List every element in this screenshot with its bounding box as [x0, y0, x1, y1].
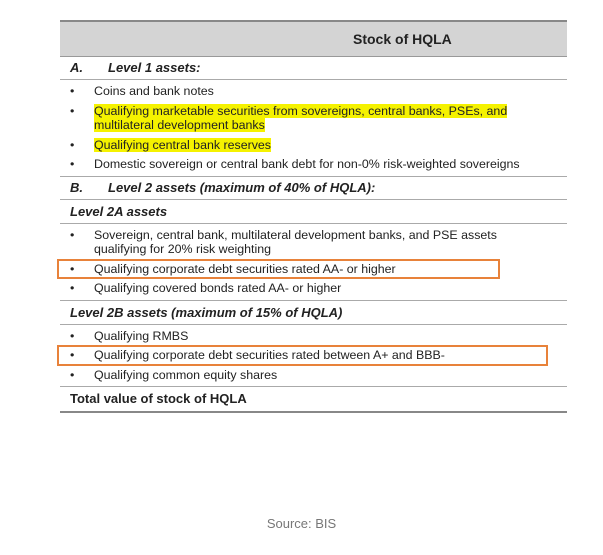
list-item	[60, 368, 567, 383]
highlighted-text: Qualifying marketable securities from sovereigns, central banks, PSEs, and multilateral development banks	[94, 103, 508, 132]
item-text: Coins and bank notes	[94, 84, 214, 98]
list-item	[60, 104, 567, 133]
list-item	[60, 329, 567, 344]
bullet-icon: •	[70, 103, 75, 118]
subsection-level-2b: Level 2B assets (maximum of 15% of HQLA)	[60, 301, 567, 325]
source-caption: Source: BIS	[266, 516, 337, 531]
item-text: Qualifying common equity shares	[94, 367, 278, 382]
section-level-1	[60, 57, 567, 80]
item-text: Domestic sovereign or central bank debt for non-0% risk-weighted sovereigns	[94, 157, 520, 171]
list-item	[60, 228, 567, 257]
list-item	[60, 157, 567, 172]
bullet-icon: •	[70, 328, 75, 343]
section-letter: A.	[70, 60, 83, 75]
bullet-icon: •	[70, 157, 75, 171]
level-2b-list	[60, 325, 567, 388]
item-text: Qualifying corporate debt securities rated between A+ and BBB-	[94, 348, 445, 362]
list-item	[60, 84, 567, 99]
bullet-icon: •	[70, 348, 75, 362]
bullet-icon: •	[70, 281, 75, 295]
level-1-list	[60, 80, 567, 177]
section-label: Level 2 assets (maximum of 40% of HQLA):	[108, 179, 376, 195]
section-level-2	[60, 177, 567, 200]
highlighted-text: Qualifying central bank reserves	[94, 137, 271, 152]
bullet-icon: •	[70, 137, 75, 152]
bullet-icon: •	[70, 367, 75, 382]
table-header	[60, 22, 567, 57]
item-text: Qualifying corporate debt securities rated AA- or higher	[94, 261, 396, 276]
list-item	[60, 138, 567, 153]
bullet-icon: •	[70, 227, 75, 242]
subsection-level-2a: Level 2A assets	[60, 200, 567, 224]
hqla-table	[60, 20, 567, 413]
level-2a-list	[60, 224, 567, 301]
boxed-list-item	[60, 348, 545, 363]
section-label: Level 1 assets:	[108, 60, 201, 75]
item-text: Qualifying RMBS	[94, 328, 189, 343]
item-text: Sovereign, central bank, multilateral development banks, and PSE assets qualifying for 20% risk weighting	[94, 227, 497, 256]
table-title: Stock of HQLA	[353, 31, 452, 47]
item-text: Qualifying covered bonds rated AA- or higher	[94, 281, 342, 295]
total-row: Total value of stock of HQLA	[60, 387, 567, 413]
bullet-icon: •	[70, 84, 75, 98]
list-item	[60, 281, 567, 296]
boxed-list-item	[60, 262, 497, 277]
bullet-icon: •	[70, 261, 75, 276]
section-letter: B.	[70, 179, 83, 195]
